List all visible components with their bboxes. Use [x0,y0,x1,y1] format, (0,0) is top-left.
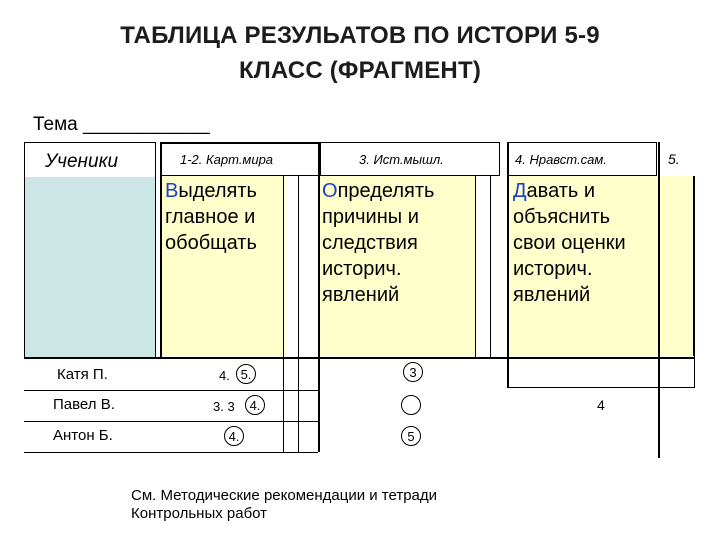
row-1-col-1-circled-value: 5. [236,364,256,384]
column-header-1-label: 1-2. Карт.мира [180,152,274,167]
column-1-description-text: ыделять главное и обобщать [165,180,257,254]
row-2-col-2-circled-value [401,395,421,415]
column-3-description [509,176,662,310]
row-2-col-1-value: 3. 3 [213,399,235,414]
column-2-description-cell [318,176,476,356]
column-header-2-label: 3. Ист.мышл. [359,152,444,167]
row-2-col-3-value: 4 [597,397,605,413]
slide-title-line-2: КЛАСС (ФРАГМЕНТ) [238,57,482,84]
row-3-col-1-circled-value: 4. [224,426,244,446]
column-2-first-letter: О [322,180,338,202]
grid-hline [24,390,318,391]
row-3-col-2-circled-value: 5 [401,426,421,446]
students-header-cell [24,142,156,357]
column-header-4-label: 5. [668,151,680,167]
row-2-col-1-circled-value: 4. [245,395,265,415]
row-1-col-2-circled-value: 3 [403,362,423,382]
grid-vline [160,142,162,358]
column-2-description [318,176,474,310]
column-1-first-letter: В [165,180,179,202]
row-1-col-1-value: 4. [219,368,230,383]
grid-vline [298,176,299,452]
grid-hline [507,387,695,388]
grid-vline [475,176,476,358]
grid-vline [507,142,509,388]
column-header-2 [320,142,500,176]
slide-title-line-1: ТАБЛИЦА РЕЗУЛЬАТОВ ПО ИСТОРИ 5-9 [120,22,600,49]
footnote-line-1: См. Методические рекомендации и тетради [131,487,438,504]
column-3-first-letter: Д [513,180,527,202]
students-header-label: Ученики [45,151,119,172]
grid-hline [24,421,318,422]
grid-vline [490,176,491,358]
footnote-line-2: Контрольных работ [131,505,268,522]
grid-hline [24,452,318,453]
student-name-row-1: Катя П. [57,366,108,383]
column-1-description [161,176,287,258]
grid-vline [283,176,284,452]
column-1-description-cell [160,176,285,356]
student-name-row-3: Антон Б. [53,427,113,444]
grid-vline [318,176,320,452]
topic-label: Тема ____________ [33,114,210,135]
student-name-row-2: Павел В. [53,396,115,413]
grid-hline [24,357,695,359]
column-header-1 [160,142,320,176]
students-blue-strip [25,177,155,357]
column-2-description-text: пределять причины и следствия историч. явлений [322,180,435,306]
column-header-3-label: 4. Нравст.сам. [515,152,607,167]
column-header-3 [507,142,657,176]
footnote [131,487,437,523]
column-3-description-text: авать и объяснить свои оценки историч. явлений [513,180,626,306]
column-3-description-cell [507,176,694,356]
grid-vline [658,142,660,458]
